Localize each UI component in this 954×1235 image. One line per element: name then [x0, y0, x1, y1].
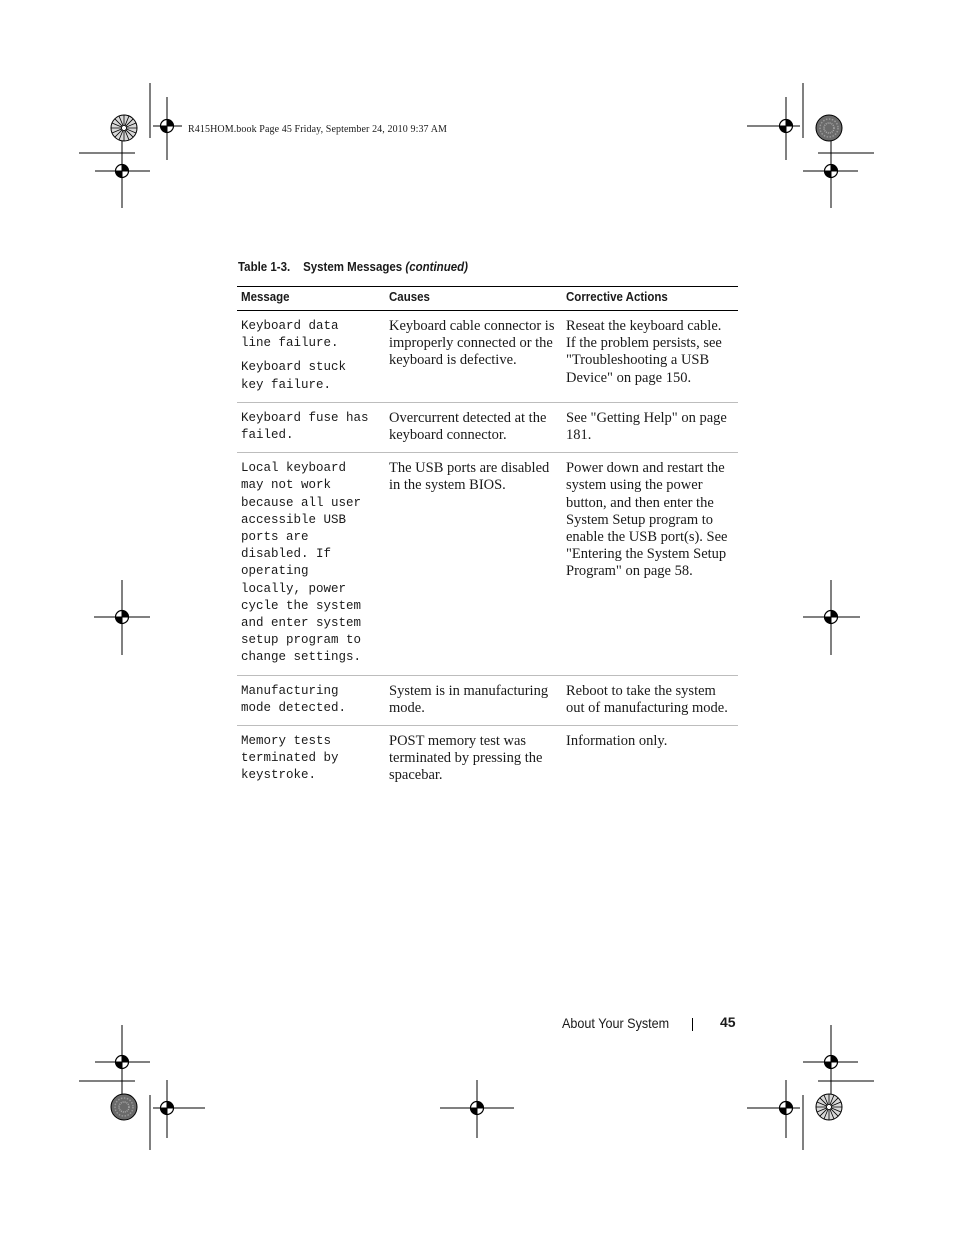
table-row — [237, 726, 738, 793]
table-row — [237, 311, 738, 403]
print-header: R415HOM.book Page 45 Friday, September 24, 2010 9:37 AM — [188, 124, 448, 135]
table-header-row — [237, 287, 738, 311]
system-messages-table — [237, 286, 738, 793]
table-caption-suffix: (continued) — [405, 260, 468, 274]
causes-cell: Overcurrent detected at the keyboard connector. — [385, 402, 562, 452]
table-row — [237, 402, 738, 452]
causes-cell: System is in manufacturing mode. — [385, 675, 562, 725]
table-caption — [238, 260, 468, 274]
message-text: Keyboard data line failure. — [241, 319, 339, 351]
message-cell: Keyboard fuse has failed. — [237, 402, 385, 452]
actions-cell: See "Getting Help" on page 181. — [562, 402, 738, 452]
message-cell — [237, 311, 385, 403]
table-caption-number: Table 1-3. — [238, 260, 291, 274]
message-cell: Memory tests terminated by keystroke. — [241, 734, 339, 783]
table-row — [237, 675, 738, 725]
actions-cell: Reseat the keyboard cable. If the problem persists, see "Troubleshooting a USB Device" on page 150. — [562, 311, 738, 403]
table-caption-title: System Messages — [303, 260, 403, 274]
causes-cell: The USB ports are disabled in the system BIOS. — [385, 453, 562, 675]
page-number: 45 — [720, 1014, 736, 1030]
message-cell: Local keyboard may not work because all user accessible USB ports are disabled. If operating locally, power cycle the system and enter system setup program to change settings. — [237, 453, 385, 675]
footer-section-title: About Your System — [562, 1015, 670, 1031]
causes-cell: POST memory test was terminated by pressing the spacebar. — [389, 733, 543, 784]
actions-cell: Information only. — [566, 733, 668, 750]
header-corrective-actions: Corrective Actions — [562, 287, 738, 311]
message-text: Keyboard stuck key failure. — [241, 360, 347, 392]
actions-cell: Reboot to take the system out of manufacturing mode. — [562, 675, 738, 725]
message-cell: Manufacturing mode detected. — [237, 675, 385, 725]
header-message: Message — [237, 287, 385, 311]
header-causes: Causes — [385, 287, 562, 311]
table-row — [237, 453, 738, 675]
footer-divider — [692, 1018, 693, 1031]
actions-cell: Power down and restart the system using the power button, and then enter the System Setup program to enable the USB port(s). See "Entering the System Setup Program" on page 58. — [562, 453, 738, 675]
causes-cell: Keyboard cable connector is improperly connected or the keyboard is defective. — [385, 311, 562, 403]
